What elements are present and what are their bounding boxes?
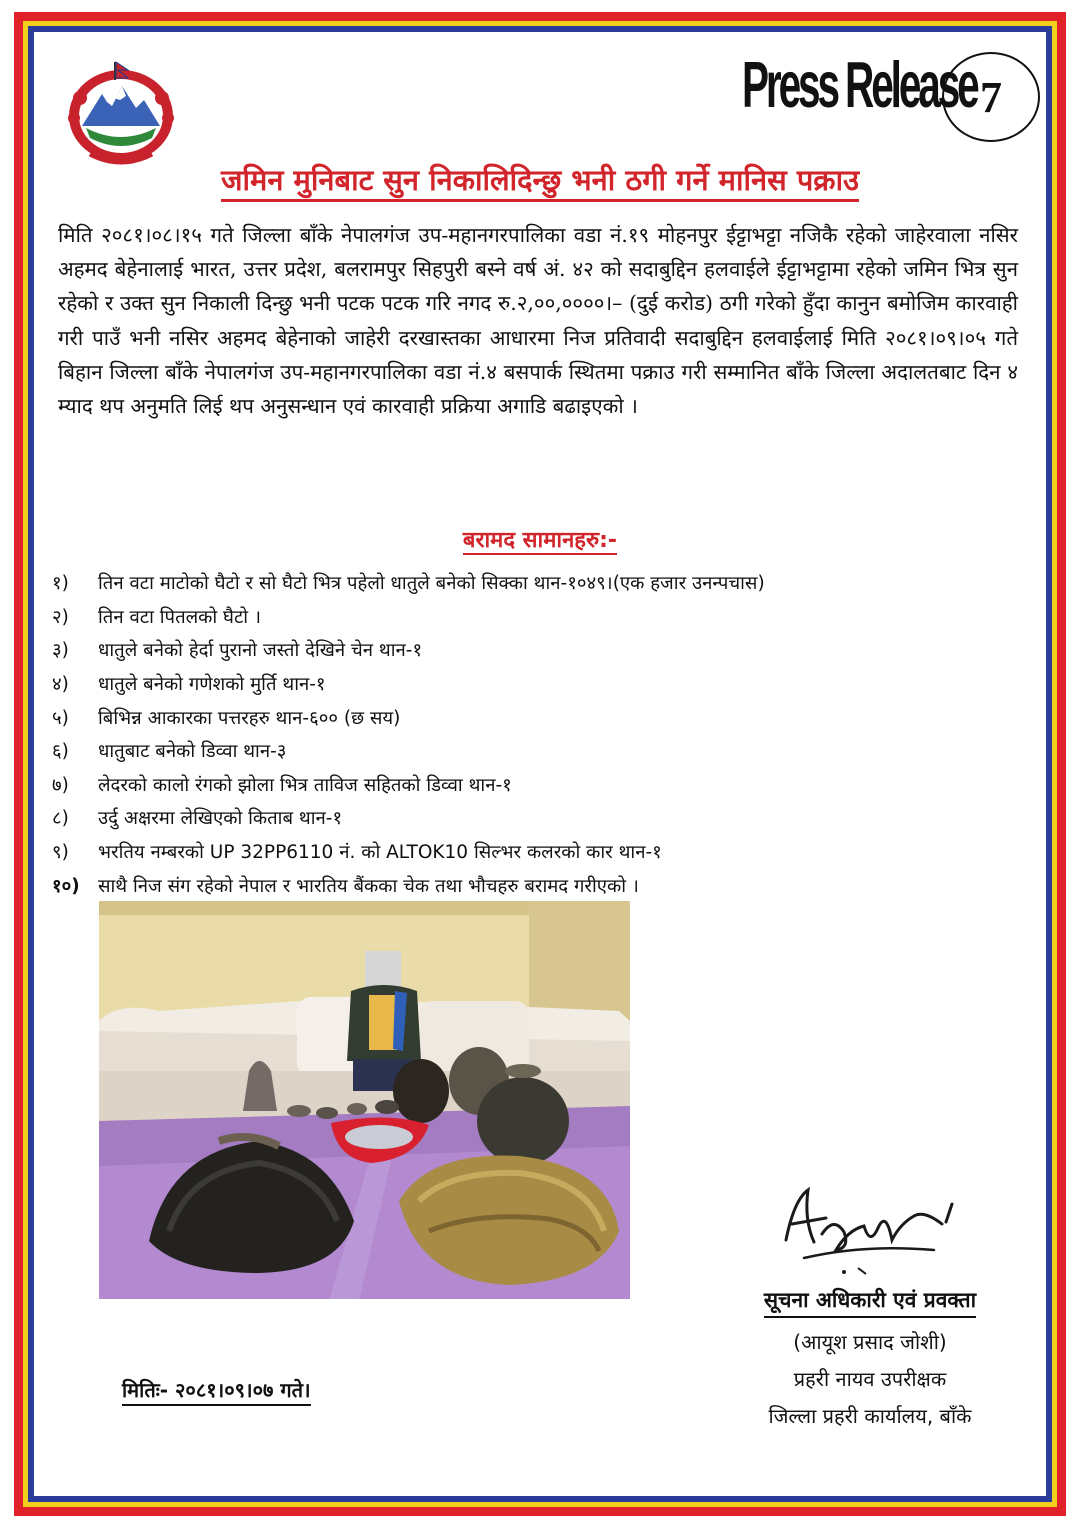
item-text: साथै निज संग रहेको नेपाल र भारतिय बैंकका चेक तथा भौचहरु बरामद गरीएको । xyxy=(98,875,639,897)
signatory-title: सूचना अधिकारी एवं प्रवक्ता xyxy=(764,1286,976,1318)
release-number: 7 xyxy=(942,52,1040,142)
list-item xyxy=(52,600,1012,634)
item-text: बिभिन्न आकारका पत्तरहरु थान-६०० (छ सय) xyxy=(98,707,401,729)
date-line: मितिः- २०८१।०९।०७ गते। xyxy=(122,1376,311,1406)
item-text: धातुले बनेको गणेशको मुर्ति थान-१ xyxy=(98,674,326,696)
signatory-rank: प्रहरी नायव उपरीक्षक xyxy=(793,1367,947,1391)
list-item xyxy=(52,734,1012,768)
list-item xyxy=(52,768,1012,802)
signatory-office: जिल्ला प्रहरी कार्यालय, बाँके xyxy=(768,1404,972,1428)
signature-image xyxy=(774,1180,974,1280)
item-number: ८) xyxy=(52,808,69,830)
press-release-label: Press Release xyxy=(742,49,977,122)
list-item xyxy=(52,835,1012,869)
evidence-photo xyxy=(99,901,630,1299)
headline xyxy=(0,160,1080,199)
item-text: तिन वटा पितलको घैटो । xyxy=(98,606,261,628)
item-text: तिन वटा माटोको घैटो र सो घैटो भित्र पहेलो धातुले बनेको सिक्का थान-१०४९।(एक हजार उनन्पचास) xyxy=(98,573,765,595)
list-item xyxy=(52,801,1012,835)
item-number: १०) xyxy=(52,875,80,897)
list-item xyxy=(52,667,1012,701)
item-number: २) xyxy=(52,606,69,628)
list-item xyxy=(52,566,1012,600)
item-number: ७) xyxy=(52,774,69,796)
list-item xyxy=(52,700,1012,734)
item-text: उर्दु अक्षरमा लेखिएको किताब थान-१ xyxy=(98,808,343,830)
item-text: धातुले बनेको हेर्दा पुरानो जस्तो देखिने चेन थान-१ xyxy=(98,640,423,662)
item-number: ६) xyxy=(52,741,69,763)
item-text: भरतिय नम्बरको UP 32PP6110 नं. को ALTOK10 सिल्भर कलरको कार थान-१ xyxy=(98,842,662,864)
nepal-emblem-icon xyxy=(60,58,182,170)
body-paragraph: मिति २०८१।०८।१५ गते जिल्ला बाँके नेपालगंज उप-महानगरपालिका वडा नं.१९ मोहनपुर ईट्टाभट्टा नजिकै रहेको जाहेरवाला नसिर अहमद बेहेनालाई भारत, उत्तर प्रदेश, बलरामपुर सिहपुरी बस्ने वर्ष अं. ४२ को सदाबुद्दिन हलवाईले ईट्टाभट्टामा रहेको जमिन भित्र सुन रहेको र उक्त सुन निकाली दिन्छु भनी पटक पटक गरि नगद रु.२,००,००००।– (दुई करोड) ठगी गरेको हुँदा कानुन बमोजिम कारवाही गरी पाउँ भनी नसिर अहमद बेहेनाको जाहेरी दरखास्तका आधारमा निज प्रतिवादी सदाबुद्दिन हलवाईलाई मिति २०८१।०९।०५ गते बिहान जिल्ला बाँके नेपालगंज उप-महानगरपालिका वडा नं.४ बसपार्क स्थितमा पक्राउ गरी सम्मानित बाँके जिल्ला अदालतबाट दिन ४ म्याद थप अनुमति लिई थप अनुसन्धान एवं कारवाही प्रक्रिया अगाडि बढाइएको । xyxy=(58,223,1018,419)
item-number: ३) xyxy=(52,640,69,662)
headline-text: जमिन मुनिबाट सुन निकालिदिन्छु भनी ठगी गर्ने मानिस पक्राउ xyxy=(221,163,859,202)
signatory-block xyxy=(700,1286,1040,1429)
signatory-name: (आयूश प्रसाद जोशी) xyxy=(793,1330,947,1354)
recovered-heading-text: बरामद सामानहरु:- xyxy=(462,528,618,553)
item-number: ४) xyxy=(52,674,69,696)
recovered-heading xyxy=(0,524,1080,554)
recovered-items-list xyxy=(52,566,1012,902)
item-text: धातुबाट बनेको डिव्वा थान-३ xyxy=(98,741,287,763)
item-number: ५) xyxy=(52,707,69,729)
list-item xyxy=(52,868,1012,902)
item-text: लेदरको कालो रंगको झोला भित्र ताविज सहितको डिव्वा थान-१ xyxy=(98,774,512,796)
item-number: १) xyxy=(52,573,69,595)
list-item xyxy=(52,633,1012,667)
item-number: ९) xyxy=(52,842,69,864)
